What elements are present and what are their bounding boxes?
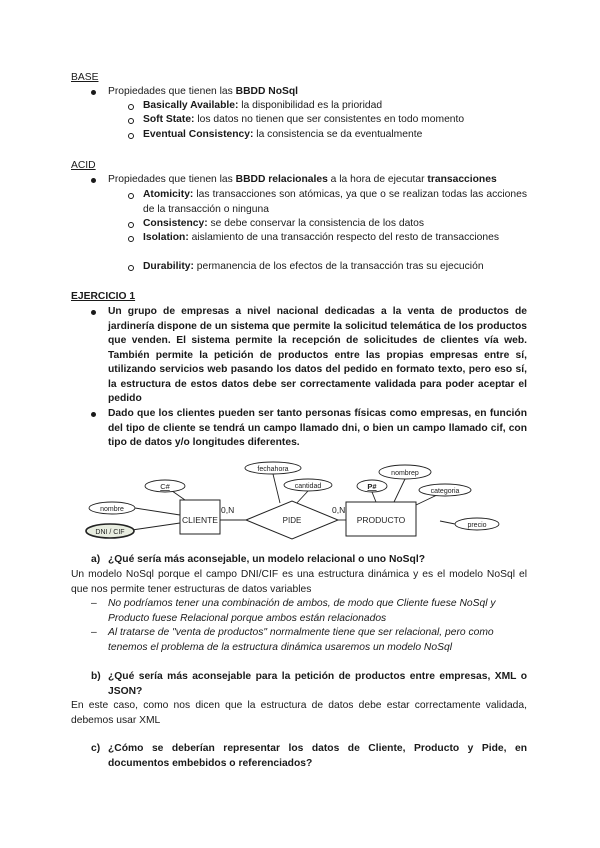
entity-producto-label: PRODUCTO [356,515,406,525]
question-a: ¿Qué sería más aconsejable, un modelo relacional o uno NoSql? [108,554,425,565]
question-b: ¿Qué sería más aconsejable para la petición de productos entre empresas, XML o JSON? [108,671,527,697]
attr-nombre-label: nombre [100,506,124,513]
bullet-icon [91,90,96,95]
dash-bullet: – [91,627,97,638]
acid-item-2: Consistency: se debe conservar la consistencia de los datos [143,218,425,229]
answer-b: En este caso, como nos dicen que la estructura de datos debe estar correctamente validada, debemos usar XML [71,700,527,726]
bullet-icon [91,310,96,315]
acid-heading: ACID [71,160,96,171]
cardinality-right: 0,N [332,505,346,515]
cardinality-left: 0,N [221,505,235,515]
sub-bullet-icon [128,236,134,242]
acid-intro: Propiedades que tienen las BBDD relacionales a la hora de ejecutar transacciones [108,174,497,185]
bullet-icon [91,178,96,183]
sub-bullet-icon [128,193,134,199]
sub-bullet-icon [128,133,134,139]
relationship-pide-label: PIDE [282,516,302,525]
attr-p-num-label: P# [367,482,377,491]
answer-a-note-1: No podríamos tener una combinación de ambos, de modo que Cliente fuese NoSql y Producto fuese Relacional porque ambos están relacionados [108,598,496,624]
base-intro: Propiedades que tienen las BBDD NoSql [108,86,299,97]
sub-bullet-icon [128,104,134,110]
exercise-bullet-1: Un grupo de empresas a nivel nacional dedicadas a la venta de productos de jardinería dispone de un sistema que permite la solicitud telemática de los productos que venden. El sistema permite la recepción de solicitudes de clientes vía web. También permite la petición de productos entre las propias empresas entre sí, utilizando servicios web pasando los datos del pedido en formato texto, pero eso sí, la estructura de estos datos debe ser correctamente validada para poder aceptar el pedido [108,306,527,404]
sub-bullet-icon [128,118,134,124]
dash-bullet: – [91,598,97,609]
attr-precio-label: precio [467,522,487,529]
acid-item-1: Atomicity: las transacciones son atómicas, ya que o se realizan todas las acciones de la transacción o ninguna [143,189,527,215]
question-a-label: a) [91,554,101,565]
er-diagram [80,455,520,545]
answer-a: Un modelo NoSql porque el campo DNI/CIF es una estructura dinámica y es el modelo NoSql el que nos permite tener estructuras de datos variables [71,569,527,595]
sub-bullet-icon [128,265,134,271]
attr-cif-label: C# [160,482,170,491]
answer-a-note-2: Al tratarse de "venta de productos" normalmente tiene que ser relacional, pero como tenemos el problema de la estructura dinámica usaremos un modelo NoSql [108,627,494,653]
attr-dni-cif-label: DNI / CIF [95,529,125,536]
attr-cantidad-label: cantidad [294,483,322,490]
question-b-label: b) [91,671,101,682]
sub-bullet-icon [128,222,134,228]
base-item-2: Soft State: los datos no tienen que ser consistentes en todo momento [143,114,465,125]
attr-fechahora-label: fechahora [257,466,289,473]
attr-categoria-label: categoria [430,488,460,495]
attr-nombrep-label: nombrep [391,470,419,477]
bullet-icon [91,412,96,417]
base-item-3: Eventual Consistency: la consistencia se da eventualmente [143,129,423,140]
acid-item-3: Isolation: aislamiento de una transacción respecto del resto de transacciones [143,232,499,243]
base-item-1: Basically Available: la disponibilidad es la prioridad [143,100,383,111]
base-heading: BASE [71,72,99,83]
exercise-heading: EJERCICIO 1 [71,291,136,302]
question-c-label: c) [91,743,101,754]
exercise-bullet-2: Dado que los clientes pueden ser tanto personas físicas como empresas, en función del tipo de cliente se tendrá un campo llamado dni, o bien un campo llamado cif, con tipo de datos y/o longitudes diferentes. [108,408,527,448]
entity-cliente-label: CLIENTE [182,515,218,525]
question-c: ¿Cómo se deberían representar los datos de Cliente, Producto y Pide, en documentos embebidos o referenciados? [108,743,527,769]
acid-item-4: Durability: permanencia de los efectos de la transacción tras su ejecución [143,261,484,272]
